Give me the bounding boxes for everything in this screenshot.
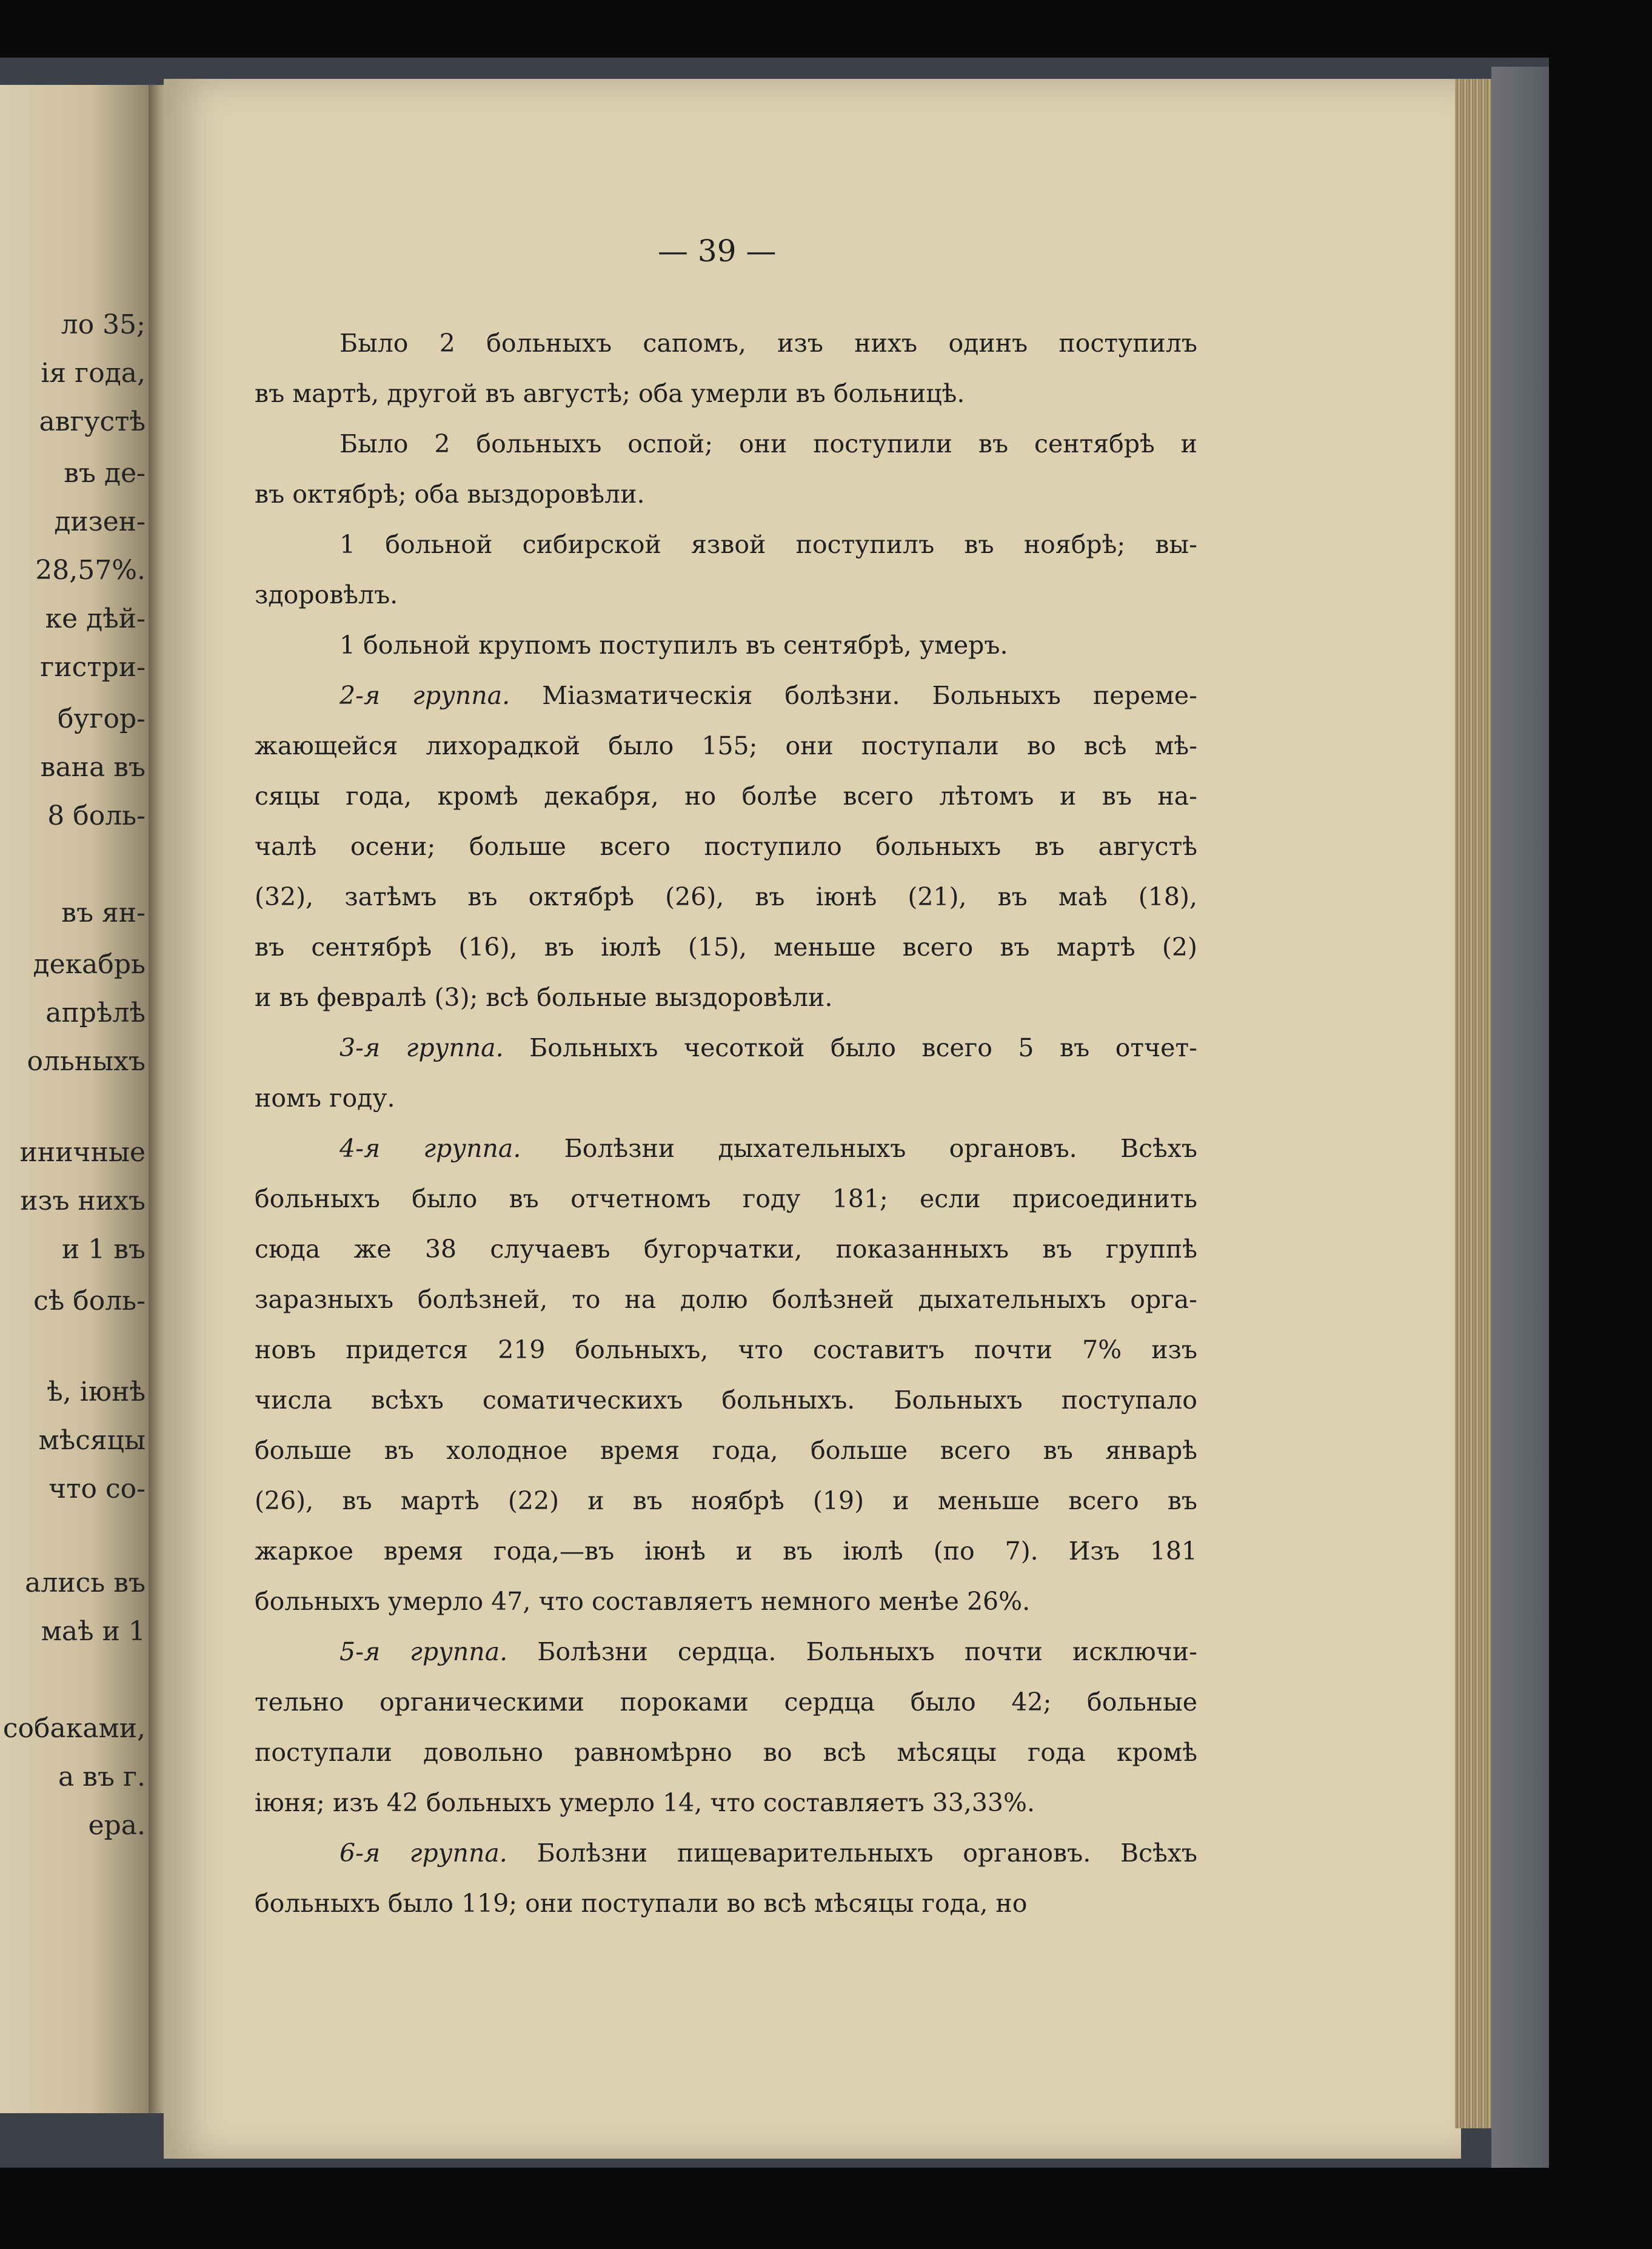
left-page-line: 28,57%. xyxy=(35,555,145,586)
left-page-line: ольныхъ xyxy=(27,1046,145,1077)
text-line xyxy=(255,1124,1197,1174)
text-line: сяцы года, кромѣ декабря, но болѣе всего лѣтомъ и въ на- xyxy=(255,782,1197,811)
text-line: сюда же 38 случаевъ бугорчатки, показанныхъ въ группѣ xyxy=(255,1235,1197,1264)
text-line: Было 2 больныхъ сапомъ, изъ нихъ одинъ поступилъ xyxy=(339,329,1197,358)
left-page xyxy=(0,85,152,2113)
left-page-line: декабрь xyxy=(33,949,145,980)
group-heading: 6-я группа. xyxy=(339,1838,507,1868)
page-edges xyxy=(1455,79,1491,2128)
left-page-line: маѣ и 1 xyxy=(41,1616,145,1647)
paragraph xyxy=(255,1627,1197,1828)
text-line: больныхъ умерло 47, что составляетъ немного менѣе 26%. xyxy=(255,1587,1031,1616)
text-line: больше въ холодное время года, больше всего въ январѣ xyxy=(255,1436,1197,1465)
left-page-line: ке дѣй- xyxy=(45,603,145,634)
left-page-line: въ де- xyxy=(64,458,145,489)
text-line: Было 2 больныхъ оспой; они поступили въ сентябрѣ и xyxy=(339,429,1197,458)
paragraph xyxy=(255,620,1197,671)
text-line: въ сентябрѣ (16), въ іюлѣ (15), меньше всего въ мартѣ (2) xyxy=(255,933,1197,962)
line-text: Болѣзни сердца. Больныхъ почти исключи- xyxy=(537,1637,1197,1666)
text-line: чалѣ осени; больше всего поступило больныхъ въ августѣ xyxy=(255,832,1197,861)
page-body xyxy=(255,318,1197,1929)
left-page-line: ія года, xyxy=(41,358,145,389)
text-line xyxy=(255,671,1197,721)
line-text: Болѣзни пищеварительныхъ органовъ. Всѣхъ xyxy=(537,1838,1197,1868)
paragraph xyxy=(255,1828,1197,1929)
left-page-line: собаками, xyxy=(2,1713,145,1744)
left-page-line: сѣ боль- xyxy=(33,1285,145,1316)
text-line: тельно органическими пороками сердца было 42; больные xyxy=(255,1688,1197,1717)
text-line: 1 больной сибирской язвой поступилъ въ ноябрѣ; вы- xyxy=(339,530,1197,559)
left-page-line: дизен- xyxy=(54,506,145,537)
text-line xyxy=(255,1627,1197,1677)
left-page-line: апрѣлѣ xyxy=(45,997,145,1028)
line-text: Больныхъ чесоткой было всего 5 въ отчет- xyxy=(529,1033,1197,1062)
line-text: Міазматическія болѣзни. Больныхъ переме- xyxy=(542,681,1197,710)
left-page-line: бугор- xyxy=(58,703,145,734)
left-page-line: 8 боль- xyxy=(47,800,145,831)
left-page-line: изъ нихъ xyxy=(20,1185,145,1216)
book-cover-edge xyxy=(1491,67,1549,2168)
left-page-line: августѣ xyxy=(39,406,145,437)
left-page-line: мѣсяцы xyxy=(38,1425,145,1456)
text-line xyxy=(255,1828,1197,1879)
text-line: и въ февралѣ (3); всѣ больные выздоровѣли. xyxy=(255,983,833,1012)
line-text: Болѣзни дыхательныхъ органовъ. Всѣхъ xyxy=(564,1134,1197,1163)
left-page-line: ѣ, іюнѣ xyxy=(47,1376,145,1407)
text-line: заразныхъ болѣзней, то на долю болѣзней дыхательныхъ орга- xyxy=(255,1285,1197,1314)
text-line: въ мартѣ, другой въ августѣ; оба умерли въ больницѣ. xyxy=(255,379,965,408)
text-line: здоровѣлъ. xyxy=(255,580,398,609)
text-line: (32), затѣмъ въ октябрѣ (26), въ іюнѣ (21), въ маѣ (18), xyxy=(255,882,1197,911)
text-line: жающейся лихорадкой было 155; они поступали во всѣ мѣ- xyxy=(255,731,1197,760)
text-line: (26), въ мартѣ (22) и въ ноябрѣ (19) и меньше всего въ xyxy=(255,1486,1197,1515)
paragraph xyxy=(255,1023,1197,1124)
left-page-line: иничные xyxy=(19,1137,145,1168)
text-line: номъ году. xyxy=(255,1084,395,1113)
left-page-line: ера. xyxy=(88,1810,145,1841)
paragraph xyxy=(255,1124,1197,1627)
left-page-line: въ ян- xyxy=(61,897,145,928)
text-line: въ октябрѣ; оба выздоровѣли. xyxy=(255,480,645,509)
text-line: жаркое время года,—въ іюнѣ и въ іюлѣ (по 7). Изъ 181 xyxy=(255,1537,1197,1566)
left-page-line: гистри- xyxy=(40,652,145,683)
paragraph xyxy=(255,318,1197,419)
page-number-header: — 39 — xyxy=(658,233,777,269)
text-line xyxy=(255,1023,1197,1073)
text-line: больныхъ было въ отчетномъ году 181; если присоединить xyxy=(255,1184,1197,1213)
left-page-line: и 1 въ xyxy=(61,1234,145,1265)
paragraph xyxy=(255,419,1197,520)
left-page-line: что со- xyxy=(48,1473,145,1504)
text-line: іюня; изъ 42 больныхъ умерло 14, что составляетъ 33,33%. xyxy=(255,1788,1035,1817)
left-page-line: ло 35; xyxy=(61,309,145,340)
text-line: 1 больной крупомъ поступилъ въ сентябрѣ, умеръ. xyxy=(339,631,1008,660)
group-heading: 2-я группа. xyxy=(339,681,510,710)
group-heading: 4-я группа. xyxy=(339,1134,521,1163)
group-heading: 3-я группа. xyxy=(339,1033,504,1062)
text-line: новъ придется 219 больныхъ, что составитъ почти 7% изъ xyxy=(255,1335,1197,1364)
text-line: поступали довольно равномѣрно во всѣ мѣсяцы года кромѣ xyxy=(255,1738,1197,1767)
left-page-line: ались въ xyxy=(25,1567,145,1598)
paragraph xyxy=(255,671,1197,1023)
text-line: числа всѣхъ соматическихъ больныхъ. Больныхъ поступало xyxy=(255,1386,1197,1415)
paragraph xyxy=(255,520,1197,620)
group-heading: 5-я группа. xyxy=(339,1637,508,1666)
left-page-line: а въ г. xyxy=(58,1761,145,1792)
text-line: больныхъ было 119; они поступали во всѣ мѣсяцы года, но xyxy=(255,1889,1028,1918)
left-page-line: вана въ xyxy=(40,752,145,783)
